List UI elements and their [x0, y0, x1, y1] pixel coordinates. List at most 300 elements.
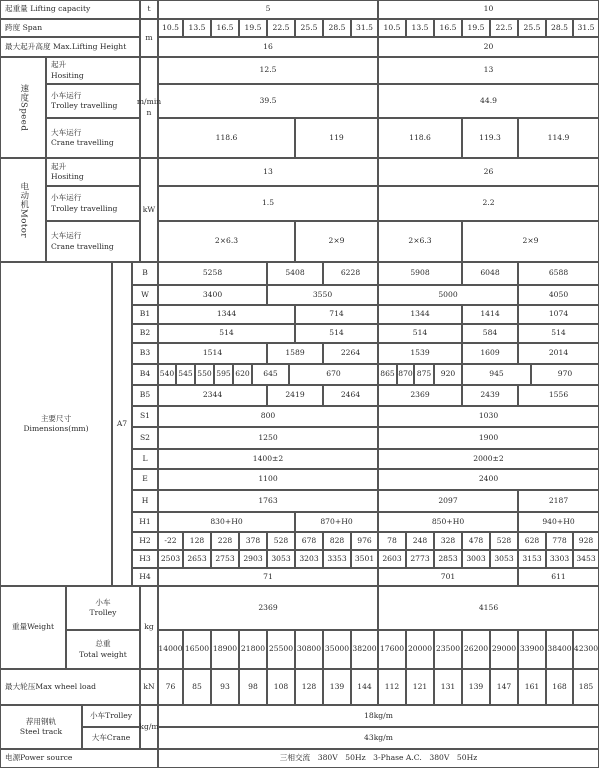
span-value-text: 10.5 [162, 22, 179, 32]
capacity-value [158, 0, 378, 19]
dim-h1-value [158, 512, 295, 532]
speed-crane-value [158, 118, 295, 158]
dim-h3-value-text: 2603 [382, 553, 402, 563]
wheel-value [434, 669, 462, 705]
dim-b2-value [462, 324, 518, 343]
dim-b5-value-text: 2344 [202, 390, 223, 400]
speed-hoisting-label-text-1: Hositing [51, 70, 84, 80]
dim-s1-value [158, 406, 378, 427]
dim-b4-value [378, 364, 397, 385]
wheel-value [406, 669, 434, 705]
dim-b2-value-text: 514 [329, 328, 344, 338]
motor-crane-label-text: 大车运行 [51, 231, 82, 241]
dim-s2-label [132, 427, 158, 449]
dim-h2-value [406, 532, 434, 550]
dim-b-value [158, 262, 267, 285]
wheel-value-text: 112 [384, 681, 400, 691]
dim-h3-value-text: 3501 [354, 553, 375, 563]
weight-total-value [323, 630, 351, 669]
speed-crane-label-text: 大车运行 [51, 127, 82, 137]
dim-h3-value [351, 550, 378, 568]
capacity-unit [140, 0, 158, 19]
dim-h2-value [183, 532, 211, 550]
capacity-value-text: 5 [265, 4, 271, 14]
weight-trolley-label [66, 586, 140, 630]
dim-h3-value [267, 550, 295, 568]
dim-l-value-text: 2000±2 [473, 453, 504, 463]
dim-b4-label [132, 364, 158, 385]
dim-b2-value-text: 584 [482, 328, 498, 338]
dim-b4-value-text: 645 [263, 369, 278, 379]
dim-b5-value-text: 2369 [410, 390, 430, 400]
speed-unit-text-1: n [146, 107, 152, 117]
weight-trolley-value [158, 586, 378, 630]
power-label-text: 电源Power source [5, 753, 73, 763]
dim-b5-value [323, 385, 378, 406]
weight-trolley-label-text: 小车 [95, 597, 111, 607]
dims-label-text-1: Dimensions(mm) [23, 424, 89, 433]
dim-b1-value [158, 305, 295, 324]
dim-h3-value-text: 3353 [327, 553, 347, 563]
dims-label-text: 主要尺寸 [40, 413, 72, 423]
dim-h1-value-text: 850+H0 [431, 516, 465, 526]
speed-trolley-value-text: 44.9 [480, 95, 497, 105]
dim-h3-value-text: 3153 [522, 553, 542, 563]
dim-h2-value [267, 532, 295, 550]
track-trolley-value-text: 18kg/m [364, 710, 393, 720]
dim-b-value [378, 262, 462, 285]
dim-h1-value-text: 830+H0 [210, 516, 243, 526]
dim-b-value-text: 6048 [480, 268, 500, 278]
dim-s2-value-text: 1250 [258, 432, 278, 442]
motor-trolley-value [378, 186, 599, 221]
dim-h3-value [434, 550, 462, 568]
span-value [378, 19, 406, 37]
dim-h-value-text: 2187 [548, 495, 569, 505]
dim-h2-value-text: 976 [357, 535, 372, 545]
speed-trolley-value [158, 84, 378, 118]
weight-total-value [490, 630, 518, 669]
wheel-value [518, 669, 546, 705]
wheel-value-text: 168 [552, 681, 567, 691]
wheel-value [351, 669, 378, 705]
dim-s2-value [158, 427, 378, 449]
track-crane-label [82, 727, 140, 749]
speed-crane-value [462, 118, 518, 158]
dim-h3-value-text: 3053 [271, 553, 291, 563]
weight-total-value [573, 630, 599, 669]
speed-trolley-value-text: 39.5 [259, 95, 277, 105]
dim-b2-label [132, 324, 158, 343]
dim-s1-label-text: S1 [139, 411, 151, 421]
motor-unit [140, 158, 158, 262]
wheel-value [378, 669, 406, 705]
dim-w-value-text: 3400 [202, 289, 223, 299]
dim-b-value-text: 6588 [548, 268, 569, 278]
dim-h3-value [183, 550, 211, 568]
track-crane-value [158, 727, 599, 749]
dim-h2-value [378, 532, 406, 550]
wheel-value [239, 669, 267, 705]
dim-b-value-text: 5258 [202, 268, 223, 278]
dim-b2-value [518, 324, 599, 343]
dim-s1-value-text: 800 [260, 411, 276, 421]
span-value-text: 31.5 [577, 22, 595, 32]
weight-trolley-value [378, 586, 599, 630]
motor-crane-value [295, 221, 378, 262]
dim-b5-value [518, 385, 599, 406]
dim-b5-value-text: 1556 [548, 390, 569, 400]
dim-h4-value [378, 568, 518, 586]
dim-b4-value-text: 670 [326, 369, 341, 379]
speed-unit [136, 57, 162, 158]
dim-h-value-text: 2097 [438, 495, 458, 505]
capacity-unit-text: t [147, 4, 151, 14]
dim-b3-value [267, 343, 323, 364]
dim-h1-value-text: 940+H0 [542, 516, 575, 526]
dim-b4-value [158, 364, 176, 385]
motor-crane-value-text: 2×9 [328, 236, 345, 246]
dims-class-text: A7 [116, 418, 128, 428]
weight-total-value [546, 630, 573, 669]
dim-h2-value-text: 628 [524, 535, 540, 545]
dim-h1-value [295, 512, 378, 532]
capacity-value-text: 10 [483, 4, 494, 14]
dim-l-value-text: 1400±2 [252, 453, 284, 463]
weight-total-label-text: 总重 [95, 639, 111, 649]
dim-h3-value [546, 550, 573, 568]
dim-b4-value-text: 540 [159, 369, 175, 379]
weight-total-value-text: 18900 [212, 644, 238, 654]
speed-unit-text: m/min [136, 97, 162, 107]
dim-b5-value-text: 2439 [480, 390, 500, 400]
dim-h4-value [158, 568, 378, 586]
dim-h2-value [158, 532, 183, 550]
span-height-unit [140, 19, 158, 57]
wheel-value-text: 85 [192, 681, 202, 691]
span-value [211, 19, 239, 37]
height-label [0, 37, 140, 57]
dim-b3-value-text: 1514 [202, 348, 223, 358]
dim-h3-label [132, 550, 158, 568]
track-label [0, 705, 82, 749]
motor-hoisting-value-text: 26 [483, 166, 494, 176]
motor-trolley-value [158, 186, 378, 221]
dim-h3-value [406, 550, 434, 568]
speed-hoisting-value-text: 12.5 [259, 65, 277, 75]
dim-b4-value-text: 545 [178, 369, 193, 379]
height-label-text: 最大起升高度 Max.Lifting Height [5, 41, 127, 51]
weight-total-value-text: 14000 [158, 644, 183, 654]
dim-h2-value [239, 532, 267, 550]
dim-h2-value-text: 78 [387, 535, 397, 545]
dim-b1-value-text: 1074 [548, 309, 569, 319]
dim-h2-value [573, 532, 599, 550]
wheel-unit [140, 669, 158, 705]
dim-h-value-text: 1763 [258, 495, 278, 505]
dim-h2-value-text: 128 [189, 535, 205, 545]
speed-hoisting-value-text: 13 [483, 65, 494, 75]
span-value [434, 19, 462, 37]
dim-h3-label-text: H3 [139, 553, 151, 563]
dim-w-label [132, 285, 158, 305]
dim-e-value-text: 1100 [258, 474, 278, 484]
dim-h-value [378, 490, 518, 512]
span-value [183, 19, 211, 37]
span-value-text: 13.5 [411, 22, 429, 32]
motor-crane-value [378, 221, 462, 262]
dim-b-value [267, 262, 323, 285]
span-value-text: 28.5 [328, 22, 346, 32]
dim-b4-value [462, 364, 531, 385]
weight-group-label-text: 重量Weight [11, 622, 55, 632]
dim-b4-value [531, 364, 599, 385]
dim-h3-value [211, 550, 239, 568]
span-value [267, 19, 295, 37]
wheel-value-text: 139 [329, 681, 345, 691]
dim-h1-value-text: 870+H0 [320, 516, 353, 526]
weight-unit-text: kg [144, 622, 154, 632]
speed-crane-value [295, 118, 378, 158]
dim-b3-value [378, 343, 462, 364]
speed-crane-label-text-1: Crane travelling [51, 138, 114, 147]
speed-hoisting-label [46, 57, 140, 84]
dim-e-value [158, 469, 378, 490]
dim-h2-value-text: 378 [245, 535, 261, 545]
span-value [406, 19, 434, 37]
dim-s2-value [378, 427, 599, 449]
wheel-value [211, 669, 239, 705]
dim-b2-value [378, 324, 462, 343]
wheel-value-text: 131 [440, 681, 456, 691]
dim-l-label-text: L [142, 453, 148, 463]
span-label [0, 19, 140, 37]
motor-trolley-label [46, 186, 140, 221]
weight-total-value-text: 33900 [519, 644, 545, 654]
dim-b5-label-text: B5 [139, 390, 151, 400]
dim-b-label [132, 262, 158, 285]
dim-w-value [518, 285, 599, 305]
track-label-text-1: Steel track [19, 727, 63, 736]
span-height-unit-text: m [145, 32, 153, 42]
span-value [490, 19, 518, 37]
dim-h3-value-text: 3203 [299, 553, 319, 563]
dim-b2-value-text: 514 [219, 328, 234, 338]
dim-b1-label [132, 305, 158, 324]
dim-h2-value [351, 532, 378, 550]
weight-total-label [66, 630, 140, 669]
dim-h2-label-text: H2 [139, 535, 151, 545]
wheel-value-text: 144 [357, 681, 372, 691]
dim-b2-value [295, 324, 378, 343]
weight-total-value [158, 630, 183, 669]
speed-group-label-text: 速度Speed [18, 83, 29, 132]
dim-b4-value-text: 865 [380, 369, 395, 379]
dim-h2-value-text: 478 [468, 535, 484, 545]
speed-trolley-label [46, 84, 140, 118]
span-value-text: 22.5 [272, 22, 290, 32]
dim-h3-value-text: 2753 [215, 553, 235, 563]
span-value-text: 16.5 [216, 22, 234, 32]
power-value [158, 749, 599, 768]
dim-b2-value [158, 324, 295, 343]
span-value-text: 19.5 [467, 22, 485, 32]
track-label-text: 荐用钢轨 [25, 716, 57, 726]
dim-h1-value [378, 512, 518, 532]
wheel-value [295, 669, 323, 705]
dim-h2-value [295, 532, 323, 550]
dims-class [112, 262, 132, 586]
weight-total-value [295, 630, 323, 669]
dim-s2-label-text: S2 [139, 432, 151, 442]
span-value-text: 31.5 [356, 22, 373, 32]
weight-total-value-text: 38400 [547, 644, 572, 654]
speed-crane-value-text: 114.9 [547, 132, 570, 142]
dim-b5-value-text: 2419 [285, 390, 305, 400]
weight-total-value-text: 16500 [184, 644, 210, 654]
dim-b3-label-text: B3 [139, 348, 151, 358]
span-value-text: 22.5 [495, 22, 513, 32]
weight-total-value [406, 630, 434, 669]
weight-total-value-text: 20000 [407, 644, 433, 654]
dim-b1-value [295, 305, 378, 324]
span-value-text: 10.5 [383, 22, 401, 32]
speed-crane-value [378, 118, 462, 158]
dim-h3-value [239, 550, 267, 568]
dim-b1-value-text: 1344 [410, 309, 430, 319]
dim-s2-value-text: 1900 [478, 432, 499, 442]
speed-group-label [0, 57, 46, 158]
dim-b3-value [462, 343, 518, 364]
dim-e-label [132, 469, 158, 490]
span-label-text: 跨度 Span [5, 22, 43, 32]
dim-h2-value [462, 532, 490, 550]
dim-h3-value-text: 2853 [438, 553, 458, 563]
height-value-text: 16 [263, 41, 273, 51]
speed-crane-value-text: 119.3 [479, 132, 501, 142]
dim-h3-value-text: 2903 [243, 553, 263, 563]
wheel-value [490, 669, 518, 705]
dim-b1-value [378, 305, 462, 324]
dim-b2-value-text: 514 [412, 328, 428, 338]
dim-h4-value-text: 71 [263, 571, 273, 581]
motor-hoisting-value [158, 158, 378, 186]
weight-trolley-label-text-1: Trolley [89, 608, 117, 617]
wheel-value-text: 139 [468, 681, 484, 691]
speed-crane-value-text: 118.6 [409, 132, 431, 142]
dim-b1-value [462, 305, 518, 324]
motor-group-label-text: 电动机Motor [18, 182, 29, 238]
dim-h2-value [323, 532, 351, 550]
dim-b5-label [132, 385, 158, 406]
speed-crane-value [518, 118, 599, 158]
wheel-value-text: 121 [412, 681, 428, 691]
dim-h2-value-text: 778 [552, 535, 567, 545]
dim-h-label [132, 490, 158, 512]
dim-h1-value [518, 512, 599, 532]
weight-total-value [462, 630, 490, 669]
wheel-value-text: 128 [301, 681, 317, 691]
weight-unit [140, 586, 158, 669]
motor-crane-value-text: 2×6.3 [214, 236, 239, 246]
dim-h4-label [132, 568, 158, 586]
dim-h3-value [462, 550, 490, 568]
wheel-label [0, 669, 140, 705]
wheel-value-text: 147 [496, 681, 512, 691]
weight-total-value [351, 630, 378, 669]
dim-h3-value [490, 550, 518, 568]
dim-h4-value-text: 701 [440, 571, 456, 581]
dim-b4-value [214, 364, 233, 385]
dim-b4-value-text: 875 [416, 369, 432, 379]
weight-group-label [0, 586, 66, 669]
dim-b4-value [434, 364, 462, 385]
span-value-text: 19.5 [244, 22, 262, 32]
dim-b4-value [397, 364, 414, 385]
dim-h2-value [490, 532, 518, 550]
weight-total-value [267, 630, 295, 669]
wheel-value [462, 669, 490, 705]
dim-b3-value-text: 1589 [285, 348, 305, 358]
speed-crane-value-text: 118.6 [215, 132, 238, 142]
dim-b3-value-text: 1609 [480, 348, 500, 358]
speed-trolley-value [378, 84, 599, 118]
dim-b3-value-text: 2014 [548, 348, 569, 358]
dim-h3-value [573, 550, 599, 568]
dim-b4-value [195, 364, 214, 385]
track-unit [140, 705, 158, 749]
dim-h3-value-text: 3053 [494, 553, 514, 563]
span-value-text: 25.5 [300, 22, 318, 32]
dim-b-value [462, 262, 518, 285]
weight-total-value [183, 630, 211, 669]
dim-b-value-text: 5908 [410, 268, 430, 278]
wheel-value [546, 669, 573, 705]
dim-b2-value-text: 514 [551, 328, 566, 338]
dim-w-value [378, 285, 518, 305]
dim-b4-value [414, 364, 434, 385]
span-value-text: 25.5 [523, 22, 541, 32]
motor-hoisting-label [46, 158, 140, 186]
dim-h3-value-text: 2503 [160, 553, 181, 563]
dim-b4-value-text: 870 [398, 369, 413, 379]
weight-total-value [378, 630, 406, 669]
dim-l-label [132, 449, 158, 469]
dim-h4-label-text: H4 [139, 571, 151, 581]
motor-unit-text: kW [142, 204, 156, 214]
dim-b-value [323, 262, 378, 285]
dim-h3-value-text: 3303 [549, 553, 570, 563]
height-value [378, 37, 599, 57]
weight-total-value [518, 630, 546, 669]
weight-total-value-text: 17600 [379, 644, 405, 654]
dim-h3-value [295, 550, 323, 568]
dim-h2-value-text: 828 [329, 535, 345, 545]
dim-b5-value-text: 2464 [340, 390, 361, 400]
weight-trolley-value-text: 2369 [258, 602, 278, 612]
dim-w-value-text: 4050 [548, 289, 569, 299]
motor-hoisting-label-text: 起升 [51, 161, 67, 171]
dim-b1-value [518, 305, 599, 324]
dim-b3-value [158, 343, 267, 364]
dim-h3-value [518, 550, 546, 568]
dim-h-value [158, 490, 378, 512]
dim-b1-value-text: 714 [329, 309, 344, 319]
dim-h2-value-text: 528 [273, 535, 289, 545]
dim-h3-value-text: 3453 [576, 553, 596, 563]
wheel-label-text: 最大轮压Max wheel load [5, 681, 96, 691]
wheel-value [573, 669, 599, 705]
